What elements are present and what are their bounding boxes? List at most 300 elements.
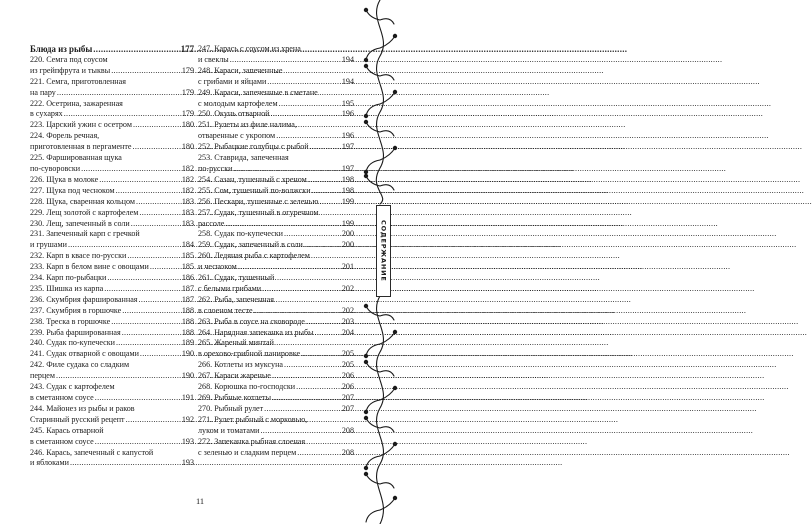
dot-leader — [260, 426, 340, 437]
dot-leader — [276, 131, 341, 142]
toc-page-number: 194 — [341, 54, 354, 64]
toc-page-number: 183 — [181, 207, 194, 217]
toc-entry-line — [30, 197, 194, 208]
toc-entry-title: 265. Жареный минтай — [198, 338, 274, 348]
dot-leader — [225, 219, 340, 230]
dot-leader — [297, 448, 341, 459]
toc-entry-title: из грейпфрута и тыквы — [30, 65, 111, 75]
toc-entry-line — [30, 284, 194, 295]
toc-entry — [30, 295, 194, 306]
toc-entry — [198, 109, 354, 120]
toc-entry-title: 261. Судак, тушенный — [198, 273, 275, 283]
toc-entry — [30, 229, 194, 251]
toc-entry-line — [30, 219, 194, 230]
toc-entry-title: 236. Скумбрия фаршированная — [30, 294, 138, 304]
toc-page-number: 183 — [181, 218, 194, 228]
dot-leader — [304, 240, 341, 251]
toc-entry — [30, 55, 194, 77]
toc-entry-title: 233. Карп в белом вине с овощами — [30, 262, 149, 272]
toc-entry — [30, 99, 194, 121]
dot-leader — [301, 349, 341, 360]
toc-entry-line — [198, 426, 354, 437]
dot-leader — [116, 338, 181, 349]
toc-entry-line — [30, 77, 194, 88]
toc-page-number: 177 — [180, 44, 194, 54]
dot-leader — [272, 371, 341, 382]
toc-entry-line — [198, 317, 354, 328]
page-number: 11 — [195, 497, 205, 506]
toc-entry-title: 227. Щука под чесноком — [30, 185, 115, 195]
toc-entry-title: 231. Запеченный карп с гречкой — [30, 229, 140, 239]
toc-entry — [30, 197, 194, 208]
toc-entry-title: 230. Лещ, запеченный в соли — [30, 218, 130, 228]
dot-leader — [93, 44, 179, 55]
toc-entry-title: 240. Судак по-купечески — [30, 338, 115, 348]
toc-entry — [30, 306, 194, 317]
toc-entry-title: 269. Рыбные котлеты — [198, 393, 272, 402]
toc-entry-title: 263. Рыба в соусе на сковороде — [198, 316, 305, 326]
toc-entry — [198, 66, 354, 88]
toc-entry-line — [30, 382, 194, 393]
toc-entry — [198, 415, 354, 437]
dot-leader — [270, 109, 340, 120]
toc-entry-line — [30, 66, 194, 77]
toc-entry-line — [198, 55, 354, 66]
toc-page-number: 194 — [341, 76, 354, 86]
toc-entry-line — [198, 131, 354, 142]
toc-entry-title: 220. Семга под соусом — [30, 54, 108, 64]
toc-page-number: 180 — [181, 120, 194, 130]
toc-entry — [198, 44, 354, 66]
toc-entry-line — [198, 88, 354, 99]
dot-leader — [107, 273, 181, 284]
toc-entry-line — [198, 208, 354, 219]
toc-page-number: 180 — [181, 142, 194, 152]
toc-entry — [198, 404, 354, 415]
toc-entry-title: Старинный русский рецепт — [30, 414, 125, 424]
toc-entry-line — [198, 197, 354, 208]
toc-entry-line — [198, 109, 354, 120]
toc-page-number: 188 — [181, 316, 194, 326]
toc-entry-line — [198, 393, 354, 404]
dot-leader — [262, 284, 341, 295]
book-page — [0, 0, 400, 524]
toc-entry-line — [30, 175, 194, 186]
toc-entry — [198, 437, 354, 459]
toc-page-number: 193 — [181, 436, 194, 446]
dot-leader — [95, 393, 181, 404]
toc-page-number: 198 — [341, 174, 354, 184]
toc-entry-title: 247. Карась с соусом из хрена — [198, 44, 301, 53]
toc-entry-title: 260. Ледяная рыба с картофелем — [198, 251, 310, 261]
toc-entry — [198, 153, 354, 175]
dot-leader — [254, 306, 341, 317]
toc-entry-line — [30, 262, 194, 273]
toc-entry-line — [30, 338, 194, 349]
toc-page-number: 183 — [181, 196, 194, 206]
toc-entry — [30, 349, 194, 360]
toc-entry-title: с белыми грибами — [198, 283, 262, 293]
dot-leader — [230, 55, 341, 66]
toc-page-number: 206 — [341, 382, 354, 392]
dot-leader — [126, 415, 181, 426]
toc-page-number: 190 — [181, 371, 194, 381]
dot-leader — [296, 382, 341, 393]
toc-entry-line — [30, 415, 194, 426]
toc-page-number: 184 — [181, 240, 194, 250]
toc-entry-line — [30, 208, 194, 219]
toc-entry — [198, 208, 354, 230]
toc-entry-title: 251. Рулеты из филе налима, — [198, 120, 297, 130]
toc-entry — [198, 142, 354, 153]
toc-entry-line — [30, 99, 194, 110]
toc-entry-title: 234. Карп по-рыбацки — [30, 273, 107, 283]
toc-page-number: 205 — [341, 360, 354, 370]
toc-entry — [30, 328, 194, 339]
toc-entry-line — [198, 99, 354, 110]
toc-entry-title: на пару — [30, 87, 56, 97]
toc-entry-title: Блюда из рыбы — [30, 44, 93, 54]
toc-entry — [198, 88, 354, 110]
dot-leader — [116, 186, 181, 197]
toc-entry-line — [198, 415, 354, 426]
toc-entry — [198, 338, 354, 360]
dot-leader — [139, 208, 180, 219]
toc-entry-line — [30, 229, 194, 240]
toc-page-number: 200 — [341, 229, 354, 239]
toc-entry-title: 257. Судак, тушенный в огуречном — [198, 207, 319, 217]
toc-entry-title: с зеленью и сладким перцем — [198, 447, 297, 457]
toc-entry-line — [30, 153, 194, 164]
toc-entry-title: 258. Судак по-купечески — [198, 229, 283, 239]
dot-leader — [234, 164, 341, 175]
toc-page-number: 182 — [181, 174, 194, 184]
toc-entry-line — [30, 164, 194, 175]
section-tab — [376, 205, 391, 297]
toc-entry-line — [198, 284, 354, 295]
toc-entry — [30, 317, 194, 328]
toc-section-heading — [30, 44, 194, 55]
toc-entry-line — [30, 120, 194, 131]
toc-entry — [30, 284, 194, 295]
toc-page-number: 197 — [341, 142, 354, 152]
toc-entry-title: 241. Судак отварной с овощами — [30, 349, 139, 359]
toc-page-number: 192 — [181, 414, 194, 424]
toc-entry-line — [198, 219, 354, 230]
dot-leader — [111, 66, 181, 77]
toc-entry-title: 228. Щука, сваренная кольцом — [30, 196, 136, 206]
dot-leader — [133, 120, 181, 131]
toc-entry-line — [198, 382, 354, 393]
toc-entry-title: 250. Окунь отварной — [198, 109, 270, 119]
toc-entry-title: 262. Рыба, запеченная — [198, 294, 274, 304]
toc-entry — [198, 197, 354, 208]
toc-page-number: 195 — [341, 98, 354, 108]
dot-leader — [122, 306, 181, 317]
toc-entry-line — [198, 437, 354, 448]
toc-entry — [198, 273, 354, 295]
toc-entry-line — [30, 371, 194, 382]
toc-entry-line — [198, 120, 354, 131]
dot-leader — [56, 371, 181, 382]
toc-entry-title: 271. Рулет рыбный с морковью, — [198, 414, 308, 424]
toc-page-number: 205 — [341, 349, 354, 359]
toc-entry-line — [30, 458, 194, 469]
toc-entry-line — [198, 371, 354, 382]
toc-page-number: 202 — [341, 305, 354, 315]
toc-entry-line — [198, 251, 354, 262]
toc-entry-line — [198, 142, 354, 153]
toc-entry-title: 238. Треска в горшочке — [30, 316, 111, 326]
section-tab-label: СОДЕРЖАНИЕ — [379, 220, 388, 282]
dot-leader — [122, 328, 181, 339]
toc-entry-title: в сметанном соусе — [30, 393, 94, 402]
toc-entry-title: 243. Судак с картофелем — [30, 382, 115, 392]
toc-page-number: 188 — [181, 327, 194, 337]
dot-leader — [312, 186, 341, 197]
toc-entry-title: 246. Карась, запеченный с капустой — [30, 447, 154, 457]
toc-entry-line — [198, 349, 354, 360]
toc-entry-title: 268. Корюшка по-господски — [198, 382, 296, 392]
toc-entry-title: 226. Щука в молоке — [30, 174, 99, 184]
dot-leader — [95, 437, 181, 448]
toc-entry-line — [30, 142, 194, 153]
toc-page-number: 198 — [341, 185, 354, 195]
toc-entry-title: 270. Рыбный рулет — [198, 403, 264, 413]
toc-entry — [198, 382, 354, 393]
toc-entry — [198, 251, 354, 273]
toc-entry-line — [198, 164, 354, 175]
toc-page-number: 199 — [341, 218, 354, 228]
toc-entry-title: 256. Пескари, тушенные с зеленью — [198, 196, 319, 206]
toc-page-number: 185 — [181, 262, 194, 272]
toc-entry-title: 253. Ставрида, запеченная — [198, 153, 289, 163]
dot-leader — [284, 229, 341, 240]
dot-leader — [284, 360, 341, 371]
toc-entry-title: 259. Судак, запеченный в соли — [198, 240, 303, 250]
dot-leader — [319, 197, 340, 208]
toc-entry-title: 272. Запеканка рыбная слоеная — [198, 436, 306, 446]
toc-entry-title: 242. Филе судака со сладким — [30, 360, 130, 370]
dot-leader — [267, 77, 341, 88]
toc-entry — [198, 328, 354, 339]
toc-page-number: 179 — [181, 87, 194, 97]
toc-entry-line — [30, 44, 194, 55]
toc-entry — [30, 77, 194, 99]
toc-entry-line — [30, 349, 194, 360]
toc-entry-line — [30, 186, 194, 197]
toc-page-number: 197 — [341, 163, 354, 173]
toc-page-number: 182 — [181, 163, 194, 173]
toc-entry-title: 232. Карп в квасе по-русски — [30, 251, 127, 261]
toc-entry-title: в орехово-грибной панировке — [198, 349, 301, 359]
toc-entry-line — [198, 262, 354, 273]
toc-entry — [30, 219, 194, 230]
toc-page-number: 196 — [341, 109, 354, 119]
dot-leader — [310, 142, 341, 153]
toc-page-number: 208 — [341, 447, 354, 457]
toc-entry-title: 221. Семга, приготовленная — [30, 76, 126, 86]
toc-entry — [198, 360, 354, 371]
toc-entry — [30, 120, 194, 131]
toc-entry-line — [30, 240, 194, 251]
toc-page-number: 206 — [341, 371, 354, 381]
dot-leader — [99, 175, 181, 186]
toc-right-column — [198, 44, 354, 458]
toc-entry-title: 239. Рыба фаршированная — [30, 327, 121, 337]
toc-entry-line — [30, 88, 194, 99]
toc-entry-title: перцем — [30, 371, 56, 381]
toc-entry — [30, 382, 194, 404]
dot-leader — [315, 328, 341, 339]
toc-page-number: 191 — [181, 393, 194, 402]
toc-entry-title: 237. Скумбрия в горшочке — [30, 305, 122, 315]
toc-entry — [30, 360, 194, 382]
toc-entry — [198, 186, 354, 197]
toc-entry-line — [30, 328, 194, 339]
toc-entry-line — [198, 360, 354, 371]
toc-entry — [198, 120, 354, 142]
dot-leader — [308, 175, 341, 186]
toc-entry-title: 252. Рыбацкие голубцы с рыбой — [198, 142, 309, 152]
toc-page-number: 179 — [181, 109, 194, 119]
toc-entry-title: 245. Карась отварной — [30, 425, 104, 435]
toc-entry-title: луком и томатами — [198, 425, 260, 435]
toc-entry-title: и чесноком — [198, 262, 237, 272]
toc-entry-line — [198, 229, 354, 240]
toc-left-column — [30, 44, 194, 469]
toc-entry-title: отваренные с укропом — [198, 131, 276, 141]
toc-entry — [198, 371, 354, 382]
toc-entry-title: 235. Шишка из карпа — [30, 283, 104, 293]
toc-page-number: 203 — [341, 316, 354, 326]
toc-entry-line — [30, 273, 194, 284]
toc-entry — [30, 186, 194, 197]
toc-entry — [198, 393, 354, 404]
toc-page-number: 185 — [181, 251, 194, 261]
toc-entry-line — [198, 273, 354, 284]
toc-entry-line — [30, 404, 194, 415]
toc-entry-title: с молодым картофелем — [198, 98, 278, 108]
dot-leader — [306, 317, 341, 328]
toc-entry — [198, 295, 354, 317]
toc-page-number: 207 — [341, 393, 354, 402]
dot-leader — [131, 219, 181, 230]
toc-page-number: 202 — [341, 283, 354, 293]
toc-entry — [30, 338, 194, 349]
toc-page-number: 179 — [181, 65, 194, 75]
dot-leader — [57, 88, 181, 99]
toc-entry-title: 254. Сазан, тушенный с хреном — [198, 174, 307, 184]
toc-entry-title: 229. Лещ золотой с картофелем — [30, 207, 139, 217]
toc-entry-line — [30, 55, 194, 66]
toc-entry — [30, 426, 194, 448]
toc-page-number: 199 — [341, 196, 354, 206]
toc-page-number: 208 — [341, 425, 354, 435]
toc-page-number: 201 — [341, 262, 354, 272]
dot-leader — [68, 240, 181, 251]
toc-entry-title: рассоле — [198, 218, 225, 228]
toc-entry-title: по-суворовски — [30, 163, 81, 173]
toc-entry-title: по-русски — [198, 163, 233, 173]
toc-entry-title: и грушами — [30, 240, 67, 250]
toc-entry-line — [30, 317, 194, 328]
toc-page-number: 204 — [341, 327, 354, 337]
dot-leader — [70, 458, 181, 469]
toc-entry — [30, 251, 194, 262]
toc-entry-line — [30, 437, 194, 448]
toc-entry — [30, 404, 194, 426]
toc-entry-title: с грибами и яйцами — [198, 76, 267, 86]
toc-entry-title: в сметанном соусе — [30, 436, 94, 446]
toc-entry-line — [198, 44, 354, 55]
toc-entry-title: 267. Караси жареные — [198, 371, 271, 381]
toc-entry-title: 244. Майонез из рыбы и раков — [30, 403, 135, 413]
toc-entry — [198, 240, 354, 251]
toc-page-number: 187 — [181, 294, 194, 304]
toc-page-number: 182 — [181, 185, 194, 195]
toc-entry-title: 249. Караси, запеченные в сметане — [198, 87, 318, 97]
toc-entry-line — [30, 131, 194, 142]
toc-page-number: 207 — [341, 403, 354, 413]
dot-leader — [140, 349, 181, 360]
dot-leader — [264, 404, 341, 415]
dot-leader — [238, 262, 341, 273]
toc-entry-line — [198, 186, 354, 197]
toc-entry-line — [30, 251, 194, 262]
toc-entry — [30, 208, 194, 219]
dot-leader — [272, 393, 341, 404]
toc-entry-line — [198, 404, 354, 415]
dot-leader — [127, 251, 180, 262]
dot-leader — [81, 164, 181, 175]
dot-leader — [139, 295, 181, 306]
toc-entry-title: и яблоками — [30, 458, 69, 468]
toc-page-number: 188 — [181, 305, 194, 315]
toc-entry-title: 224. Форель речная, — [30, 131, 100, 141]
toc-entry-line — [198, 295, 354, 306]
toc-entry — [30, 131, 194, 153]
dot-leader — [64, 109, 181, 120]
toc-entry-line — [30, 295, 194, 306]
toc-entry — [198, 317, 354, 328]
toc-entry-title: 223. Царский ужин с осетром — [30, 120, 132, 130]
toc-page-number: 196 — [341, 131, 354, 141]
toc-entry — [198, 229, 354, 240]
dot-leader — [111, 317, 181, 328]
toc-entry — [30, 153, 194, 175]
toc-entry-line — [198, 77, 354, 88]
toc-entry-line — [30, 393, 194, 404]
toc-entry-title: в сухарях — [30, 109, 63, 119]
toc-entry — [30, 262, 194, 273]
toc-entry — [30, 448, 194, 470]
toc-page-number: 186 — [181, 273, 194, 283]
toc-entry-line — [198, 240, 354, 251]
toc-page-number: 189 — [181, 338, 194, 348]
toc-entry-line — [198, 328, 354, 339]
toc-entry-line — [30, 448, 194, 459]
toc-entry — [198, 175, 354, 186]
toc-entry-line — [198, 448, 354, 459]
toc-page-number: 193 — [181, 458, 194, 468]
toc-entry-title: в слоеном тесте — [198, 305, 253, 315]
dot-leader — [150, 262, 181, 273]
toc-entry-line — [30, 426, 194, 437]
toc-entry-line — [30, 306, 194, 317]
toc-entry-title: 264. Нарядная запеканка из рыбы — [198, 327, 314, 337]
dot-leader — [136, 197, 181, 208]
